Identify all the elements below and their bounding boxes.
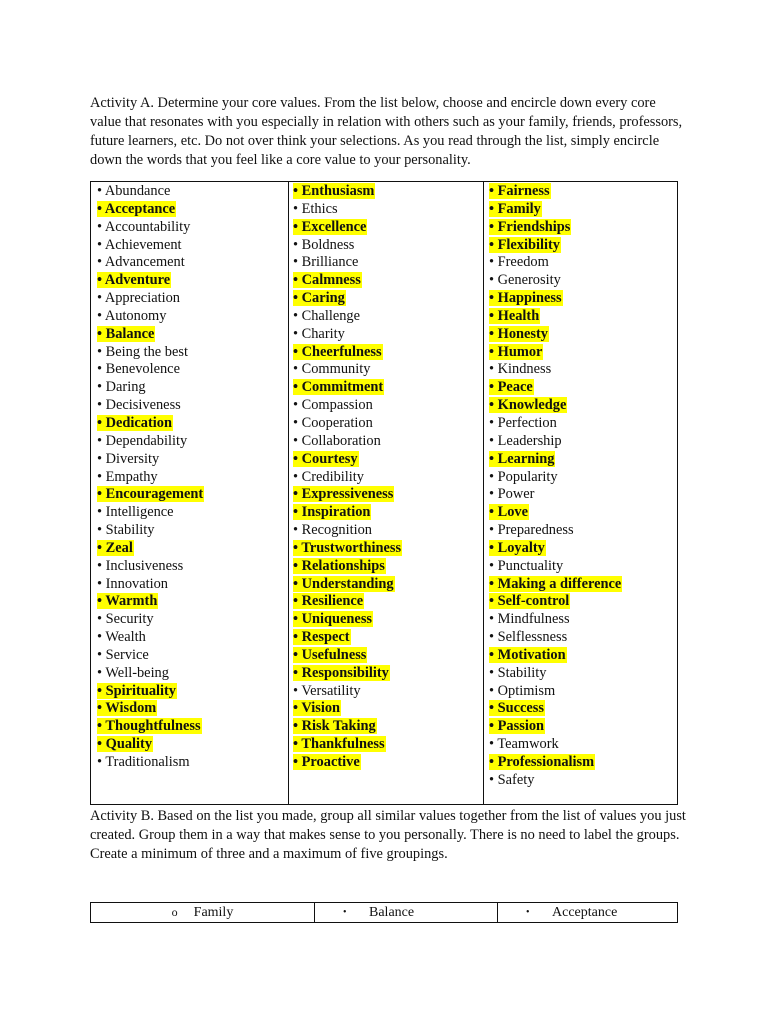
- value-label: • Making a difference: [489, 575, 622, 592]
- value-item: [293, 469, 483, 487]
- value-label: • Spirituality: [97, 682, 177, 699]
- value-label: • Appreciation: [97, 290, 180, 307]
- value-item: [97, 219, 288, 237]
- value-item: [293, 433, 483, 451]
- value-label: • Inclusiveness: [97, 557, 184, 574]
- value-item-highlighted: [293, 736, 483, 754]
- value-item-highlighted: [293, 647, 483, 665]
- value-label: • Calmness: [293, 272, 361, 289]
- value-item-highlighted: [97, 540, 288, 558]
- value-item-highlighted: [489, 397, 677, 415]
- value-label: • Trustworthiness: [293, 539, 402, 556]
- value-label: • Intelligence: [97, 504, 174, 521]
- value-item: [293, 522, 483, 540]
- value-item: [489, 522, 677, 540]
- value-label: • Challenge: [293, 307, 360, 324]
- value-item-highlighted: [97, 486, 288, 504]
- value-item: [489, 254, 677, 272]
- value-item: [97, 254, 288, 272]
- value-label: • Innovation: [97, 575, 168, 592]
- value-item: [97, 522, 288, 540]
- value-item-highlighted: [489, 201, 677, 219]
- value-item-highlighted: [489, 593, 677, 611]
- value-label: • Inspiration: [293, 504, 371, 521]
- value-item: [97, 629, 288, 647]
- value-label: • Teamwork: [489, 736, 559, 753]
- value-label: • Commitment: [293, 379, 384, 396]
- value-item-highlighted: [489, 576, 677, 594]
- value-item: [97, 469, 288, 487]
- value-label: • Wealth: [97, 629, 146, 646]
- value-item: [489, 629, 677, 647]
- value-label: • Wisdom: [97, 700, 157, 717]
- value-label: • Selflessness: [489, 629, 568, 646]
- value-item-highlighted: [293, 540, 483, 558]
- value-label: • Friendships: [489, 218, 571, 235]
- value-label: • Compassion: [293, 397, 373, 414]
- value-label: • Brilliance: [293, 254, 359, 271]
- value-item: [489, 665, 677, 683]
- value-item: [97, 183, 288, 201]
- value-label: • Ethics: [293, 200, 338, 217]
- value-label: • Popularity: [489, 468, 558, 485]
- value-label: • Decisiveness: [97, 397, 181, 414]
- value-item-highlighted: [489, 290, 677, 308]
- value-item-highlighted: [293, 611, 483, 629]
- value-item-highlighted: [489, 540, 677, 558]
- value-label: • Accountability: [97, 218, 191, 235]
- value-label: • Autonomy: [97, 307, 167, 324]
- value-item: [293, 683, 483, 701]
- value-label: • Credibility: [293, 468, 364, 485]
- value-item: [97, 308, 288, 326]
- value-label: • Traditionalism: [97, 754, 190, 770]
- value-label: • Cooperation: [293, 414, 373, 431]
- value-label: • Understanding: [293, 575, 394, 592]
- value-label: • Adventure: [97, 272, 171, 289]
- value-item-highlighted: [97, 593, 288, 611]
- value-item-highlighted: [97, 683, 288, 701]
- value-item-highlighted: [293, 219, 483, 237]
- value-item-highlighted: [97, 326, 288, 344]
- value-label: • Acceptance: [97, 200, 176, 217]
- value-label: • Cheerfulness: [293, 343, 382, 360]
- value-label: • Versatility: [293, 682, 361, 699]
- value-label: • Security: [97, 611, 154, 628]
- value-label: • Safety: [489, 771, 535, 788]
- value-label: • Proactive: [293, 754, 360, 770]
- groupings-table: [90, 902, 678, 923]
- value-item: [489, 486, 677, 504]
- value-item-highlighted: [489, 219, 677, 237]
- group-label: Balance: [369, 905, 415, 920]
- value-item-highlighted: [293, 272, 483, 290]
- value-item: [489, 736, 677, 754]
- value-item-highlighted: [489, 647, 677, 665]
- value-label: • Well-being: [97, 664, 169, 681]
- value-item: [293, 237, 483, 255]
- value-label: • Achievement: [97, 236, 182, 253]
- value-label: • Kindness: [489, 361, 552, 378]
- value-label: • Self-control: [489, 593, 570, 610]
- value-item-highlighted: [293, 718, 483, 736]
- value-item-highlighted: [489, 379, 677, 397]
- value-label: • Thankfulness: [293, 736, 385, 753]
- group-label: Family: [193, 905, 234, 920]
- value-item: [293, 326, 483, 344]
- value-label: • Balance: [97, 325, 155, 342]
- value-item: [293, 361, 483, 379]
- value-item-highlighted: [489, 344, 677, 362]
- value-item: [293, 201, 483, 219]
- value-label: • Stability: [97, 522, 155, 539]
- value-label: • Usefulness: [293, 646, 367, 663]
- value-item-highlighted: [293, 451, 483, 469]
- value-item-highlighted: [489, 451, 677, 469]
- value-label: • Abundance: [97, 183, 171, 199]
- value-label: • Family: [489, 200, 541, 217]
- value-label: • Dedication: [97, 414, 172, 431]
- value-item-highlighted: [489, 326, 677, 344]
- value-label: • Being the best: [97, 343, 188, 360]
- value-item: [97, 290, 288, 308]
- value-label: • Expressiveness: [293, 486, 394, 503]
- value-item-highlighted: [293, 379, 483, 397]
- value-label: • Success: [489, 700, 545, 717]
- value-item-highlighted: [293, 558, 483, 576]
- value-item-highlighted: [97, 201, 288, 219]
- value-item-highlighted: [293, 290, 483, 308]
- group-label: Acceptance: [552, 905, 618, 920]
- value-label: • Dependability: [97, 432, 188, 449]
- value-label: • Freedom: [489, 254, 549, 271]
- value-label: • Enthusiasm: [293, 183, 375, 199]
- value-label: • Charity: [293, 325, 345, 342]
- value-item: [293, 308, 483, 326]
- value-label: • Flexibility: [489, 236, 560, 253]
- value-item-highlighted: [293, 593, 483, 611]
- value-label: • Humor: [489, 343, 543, 360]
- activity-a-instructions: Activity A. Determine your core values. From the list below, choose and encircle down every core value that resonates with you especially in relation with others such as your family, friends, professors, future learners, etc. Do not over think your selections. As you read through the list, simply encircle down the words that you feel like a core value to your personality.: [90, 95, 683, 168]
- value-label: • Fairness: [489, 183, 550, 199]
- value-label: • Passion: [489, 718, 545, 735]
- value-label: • Thoughtfulness: [97, 718, 201, 735]
- value-label: • Uniqueness: [293, 611, 373, 628]
- value-item: [97, 397, 288, 415]
- value-item: [489, 683, 677, 701]
- value-label: • Motivation: [489, 646, 566, 663]
- value-label: • Learning: [489, 450, 555, 467]
- value-item: [97, 344, 288, 362]
- value-label: • Punctuality: [489, 557, 564, 574]
- value-label: • Recognition: [293, 522, 372, 539]
- value-item-highlighted: [489, 700, 677, 718]
- value-label: • Risk Taking: [293, 718, 376, 735]
- group-cell: [314, 903, 497, 922]
- value-item: [97, 379, 288, 397]
- values-column-3: [483, 182, 677, 804]
- circle-bullet-icon: o: [171, 905, 178, 919]
- values-column-2: [288, 182, 483, 804]
- value-item-highlighted: [489, 754, 677, 772]
- value-label: • Honesty: [489, 325, 549, 342]
- value-item: [489, 469, 677, 487]
- value-item-highlighted: [489, 504, 677, 522]
- value-item: [293, 254, 483, 272]
- value-label: • Responsibility: [293, 664, 389, 681]
- value-item: [293, 397, 483, 415]
- value-label: • Preparedness: [489, 522, 574, 539]
- value-item: [97, 754, 288, 772]
- value-item: [97, 647, 288, 665]
- value-label: • Benevolence: [97, 361, 180, 378]
- value-item-highlighted: [97, 272, 288, 290]
- value-item-highlighted: [293, 629, 483, 647]
- value-label: • Daring: [97, 379, 146, 396]
- value-label: • Happiness: [489, 290, 562, 307]
- value-label: • Community: [293, 361, 371, 378]
- value-label: • Quality: [97, 736, 153, 753]
- value-item-highlighted: [489, 183, 677, 201]
- value-item: [489, 558, 677, 576]
- value-label: • Peace: [489, 379, 533, 396]
- value-item: [97, 611, 288, 629]
- value-label: • Health: [489, 307, 540, 324]
- activity-b-instructions: Activity B. Based on the list you made, group all similar values together from the list of values you just created. Group them in a way that makes sense to you personally. There is no need to label the groups. Create a minimum of three and a maximum of five groupings.: [90, 808, 686, 862]
- value-label: • Courtesy: [293, 450, 358, 467]
- value-label: • Warmth: [97, 593, 158, 610]
- value-label: • Vision: [293, 700, 341, 717]
- value-item-highlighted: [97, 415, 288, 433]
- value-item: [489, 433, 677, 451]
- value-item: [489, 361, 677, 379]
- value-label: • Diversity: [97, 450, 160, 467]
- value-label: • Caring: [293, 290, 345, 307]
- value-label: • Encouragement: [97, 486, 204, 503]
- value-item: [97, 504, 288, 522]
- value-label: • Respect: [293, 629, 350, 646]
- values-column-1: [91, 182, 288, 804]
- value-item: [97, 665, 288, 683]
- value-item-highlighted: [97, 718, 288, 736]
- value-item: [97, 361, 288, 379]
- value-item-highlighted: [97, 736, 288, 754]
- value-label: • Service: [97, 646, 149, 663]
- value-label: • Excellence: [293, 218, 367, 235]
- value-item: [489, 611, 677, 629]
- value-item-highlighted: [293, 486, 483, 504]
- value-label: • Love: [489, 504, 529, 521]
- value-item: [97, 558, 288, 576]
- value-label: • Resilience: [293, 593, 364, 610]
- value-item-highlighted: [293, 183, 483, 201]
- value-item-highlighted: [293, 700, 483, 718]
- value-label: • Collaboration: [293, 432, 381, 449]
- value-item-highlighted: [97, 700, 288, 718]
- value-label: • Zeal: [97, 539, 133, 556]
- value-item-highlighted: [489, 237, 677, 255]
- value-label: • Loyalty: [489, 539, 545, 556]
- group-cell: [91, 903, 314, 922]
- value-item: [97, 237, 288, 255]
- value-item: [293, 415, 483, 433]
- value-item-highlighted: [293, 344, 483, 362]
- value-item-highlighted: [293, 504, 483, 522]
- value-label: • Power: [489, 486, 535, 503]
- value-label: • Knowledge: [489, 397, 567, 414]
- value-label: • Relationships: [293, 557, 385, 574]
- bullet-icon: •: [343, 907, 347, 918]
- core-values-table: [90, 181, 678, 805]
- value-label: • Empathy: [97, 468, 158, 485]
- value-label: • Professionalism: [489, 754, 595, 770]
- value-item: [97, 433, 288, 451]
- value-label: • Mindfulness: [489, 611, 570, 628]
- value-item-highlighted: [293, 754, 483, 772]
- value-label: • Boldness: [293, 236, 355, 253]
- value-label: • Optimism: [489, 682, 556, 699]
- value-label: • Generosity: [489, 272, 561, 289]
- value-label: • Stability: [489, 664, 547, 681]
- value-label: • Advancement: [97, 254, 185, 271]
- value-item: [489, 272, 677, 290]
- value-item: [489, 772, 677, 790]
- value-item-highlighted: [293, 576, 483, 594]
- group-cell: [497, 903, 677, 922]
- value-item: [97, 576, 288, 594]
- value-item-highlighted: [293, 665, 483, 683]
- value-item: [489, 415, 677, 433]
- value-label: • Leadership: [489, 432, 562, 449]
- value-item-highlighted: [489, 308, 677, 326]
- bullet-icon: •: [526, 907, 530, 918]
- value-item-highlighted: [489, 718, 677, 736]
- value-label: • Perfection: [489, 414, 557, 431]
- value-item: [97, 451, 288, 469]
